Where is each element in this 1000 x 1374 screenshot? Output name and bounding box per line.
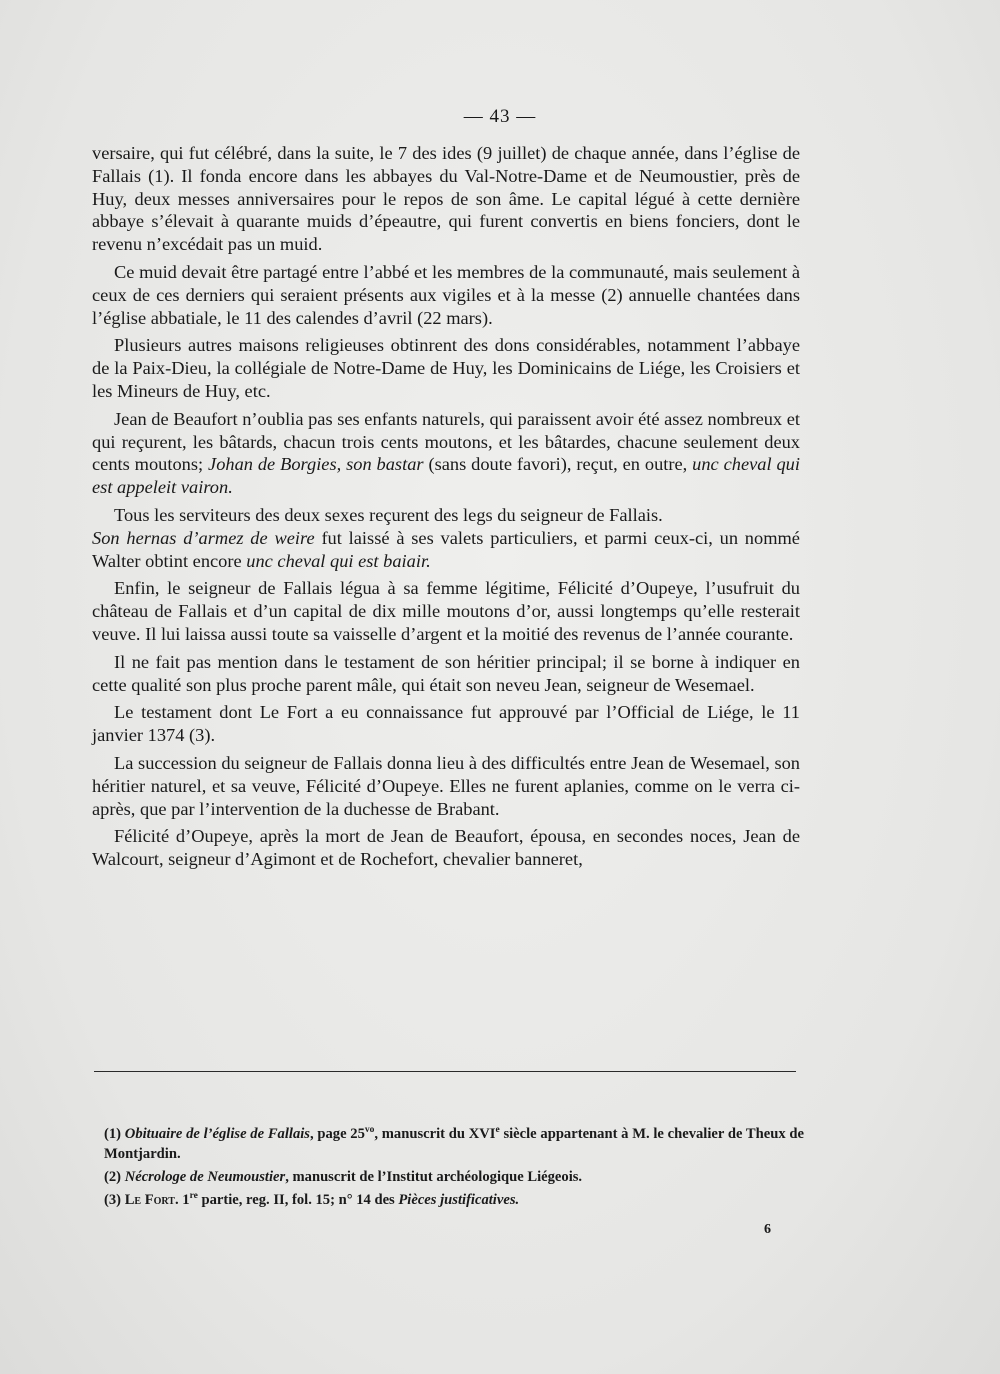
paragraph: Le testament dont Le Fort a eu connaissance fut approuvé par l’Official de Liége, le 11 janvier 1374 (3). [92, 702, 800, 746]
footnote-divider [94, 1071, 796, 1072]
paragraph: Jean de Beaufort n’oublia pas ses enfants naturels, qui paraissent avoir été assez nombreux et qui reçurent, les bâtards, chacun trois cents moutons, et les bâtardes, chacune seulement deux cents moutons; Johan de Borgies, son bastar (sans doute favori), reçut, en outre, unc cheval qui est appeleit vairon. [92, 408, 800, 498]
main-text [92, 142, 800, 871]
paragraph: Tous les serviteurs des deux sexes reçurent des legs du seigneur de Fallais. [114, 504, 663, 525]
paragraph: Ce muid devait être partagé entre l’abbé et les membres de la communauté, mais seulement à ceux de ces derniers qui seraient présents aux vigiles et à la messe (2) annuelle chantées dans l’église abbatiale, le 11 des calendes d’avril (22 mars). [92, 261, 800, 328]
paragraph: versaire, qui fut célébré, dans la suite, le 7 des ides (9 juillet) de chaque année, dans l’église de Fallais (1). Il fonda encore dans les abbayes du Val-Notre-Dame et de Neumoustier, près de Huy, deux messes anniversaires pour le repos de son âme. Le capital légué à cette dernière abbaye s’élevait à quarante muids d’épeautre, qui furent convertis en biens fonciers, dont le revenu n’excédait pas un muid. [92, 143, 800, 255]
paragraph: La succession du seigneur de Fallais donna lieu à des difficultés entre Jean de Wesemael, son héritier naturel, et sa veuve, Félicité d’Oupeye. Elles ne furent aplanies, comme on le verra ci-après, que par l’intervention de la duchesse de Brabant. [92, 752, 800, 819]
paragraph: Félicité d’Oupeye, après la mort de Jean de Beaufort, épousa, en secondes noces, Jean de Walcourt, seigneur d’Agimont et de Rochefort, chevalier banneret, [92, 826, 800, 870]
paragraph: Enfin, le seigneur de Fallais légua à sa femme légitime, Félicité d’Oupeye, l’usufruit du château de Fallais et d’un capital de dix mille moutons d’or, aussi longtemps qu’elle resterait veuve. Il lui laissa aussi toute sa vaisselle d’argent et la moitié des revenus de l’année courante. [92, 578, 800, 644]
page-number: — 43 — [463, 106, 537, 127]
signature-mark: 6 [764, 1222, 771, 1237]
footnotes [104, 1124, 804, 1210]
footnote: (3) Le Fort. 1re partie, reg. II, fol. 15; n° 14 des Pièces justificatives. [104, 1191, 520, 1208]
paragraph: Il ne fait pas mention dans le testament de son héritier principal; il se borne à indiquer en cette qualité son plus proche parent mâle, qui était son neveu Jean, seigneur de Wesemael. [92, 651, 800, 695]
paragraph: Plusieurs autres maisons religieuses obtinrent des dons considérables, notamment l’abbaye de la Paix-Dieu, la collégiale de Notre-Dame de Huy, les Dominicains de Liége, les Croisiers et les Mineurs de Huy, etc. [92, 335, 800, 401]
footnote: (2) Nécrologe de Neumoustier, manuscrit de l’Institut archéologique Liégeois. [104, 1169, 583, 1185]
paragraph: Son hernas d’armez de weire fut laissé à ses valets particuliers, et parmi ceux-ci, un nommé Walter obtint encore unc cheval qui est baiair. [92, 527, 800, 571]
footnote: (1) Obituaire de l’église de Fallais, page $25^{vo}$, manuscrit du XVIe siècle appartenant à M. le chevalier de Theux de Montjardin. [104, 1125, 804, 1162]
